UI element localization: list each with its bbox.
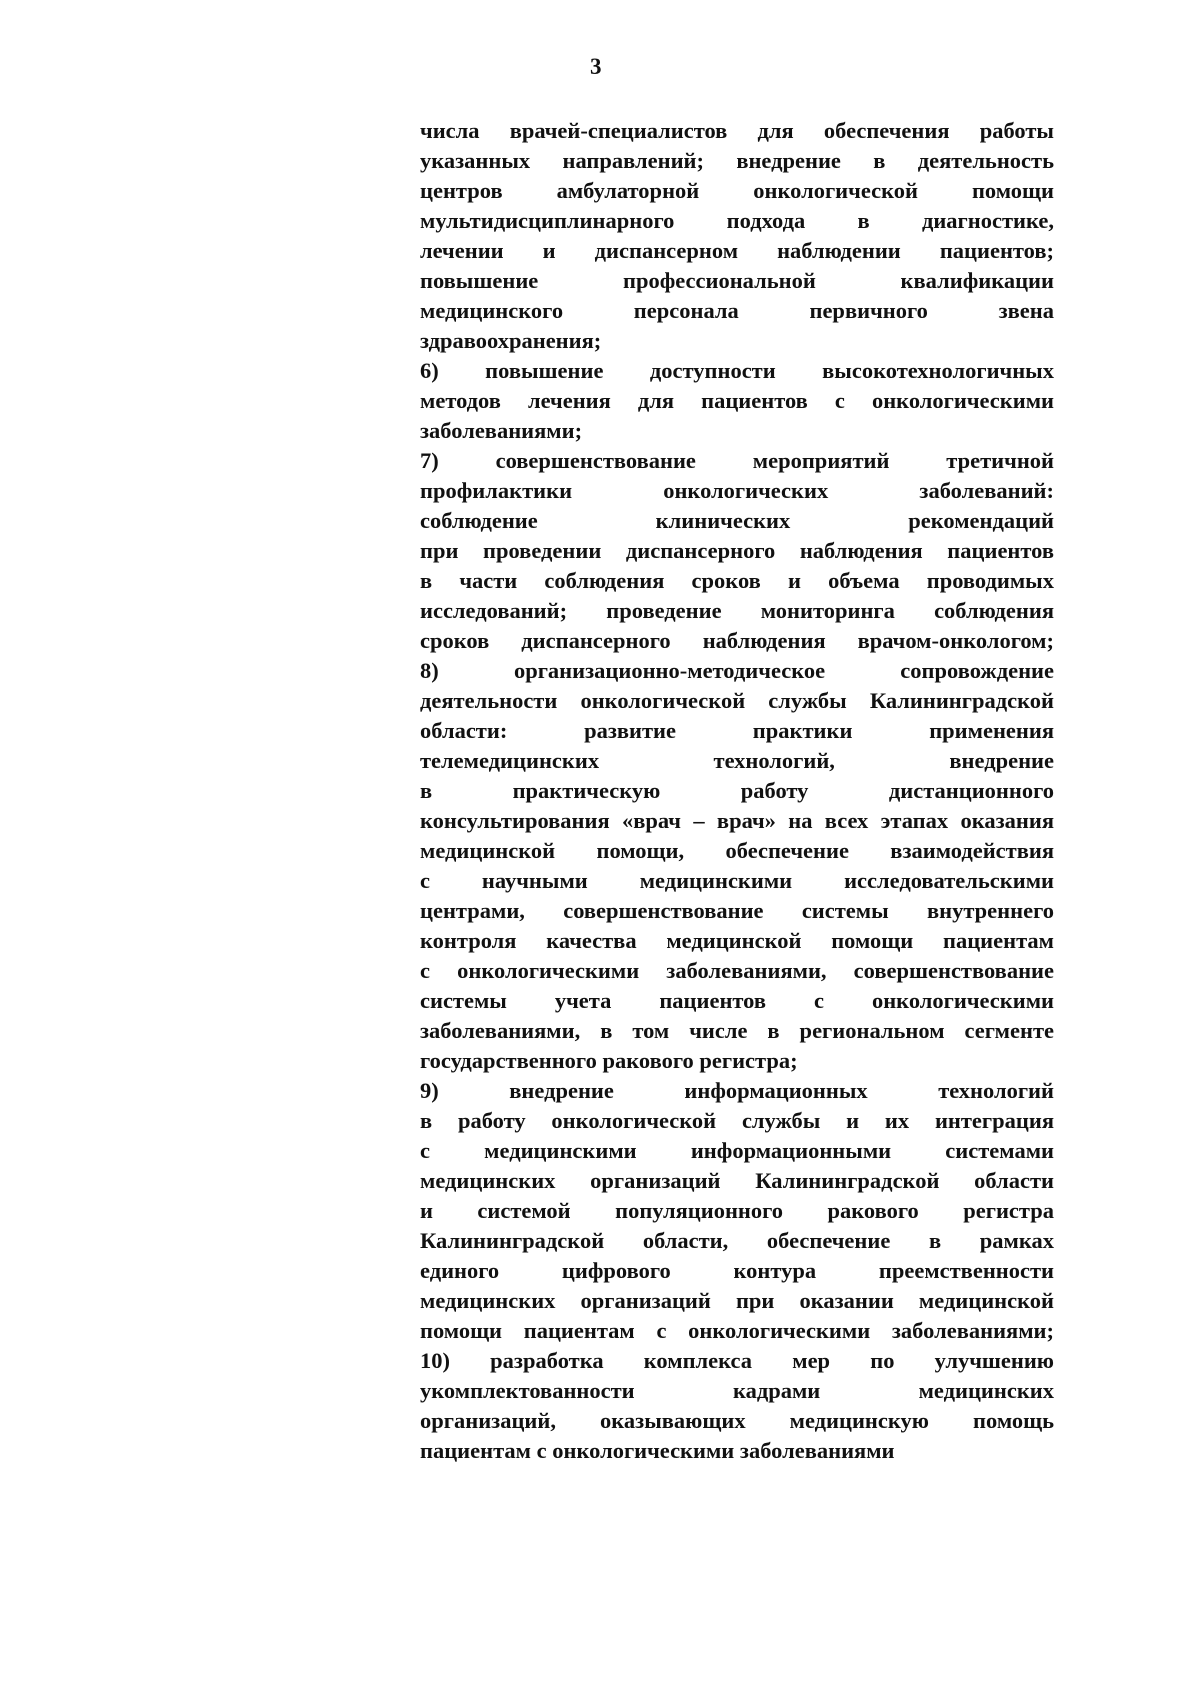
text-line: 8) организационно-методическое сопровождение xyxy=(420,658,1054,683)
text-line: Калининградской области, обеспечение в рамках xyxy=(420,1228,1054,1253)
text-line: профилактики онкологических заболеваний: xyxy=(420,478,1054,503)
text-line: в работу онкологической службы и их интеграция xyxy=(420,1108,1054,1133)
text-line: государственного ракового регистра; xyxy=(420,1048,798,1073)
text-line: медицинской помощи, обеспечение взаимодействия xyxy=(420,838,1054,863)
text-line: сроков диспансерного наблюдения врачом-онкологом; xyxy=(420,628,1054,653)
text-line: соблюдение клинических рекомендаций xyxy=(420,508,1054,533)
text-line: при проведении диспансерного наблюдения пациентов xyxy=(420,538,1054,563)
text-line: медицинских организаций Калининградской области xyxy=(420,1168,1054,1193)
text-line: помощи пациентам с онкологическими заболеваниями; xyxy=(420,1318,1054,1343)
text-line: медицинского персонала первичного звена xyxy=(420,298,1054,323)
text-line: мультидисциплинарного подхода в диагностике, xyxy=(420,208,1054,233)
text-line: системы учета пациентов с онкологическими xyxy=(420,988,1054,1013)
text-line: лечении и диспансерном наблюдении пациентов; xyxy=(420,238,1054,263)
text-line: указанных направлений; внедрение в деятельность xyxy=(420,148,1054,173)
text-line: 9) внедрение информационных технологий xyxy=(420,1078,1054,1103)
text-line: с медицинскими информационными системами xyxy=(420,1138,1054,1163)
text-line: и системой популяционного ракового регистра xyxy=(420,1198,1054,1223)
text-line: с онкологическими заболеваниями, совершенствование xyxy=(420,958,1054,983)
text-line: заболеваниями; xyxy=(420,418,583,443)
text-line: с научными медицинскими исследовательскими xyxy=(420,868,1054,893)
text-line: заболеваниями, в том числе в региональном сегменте xyxy=(420,1018,1054,1043)
text-line: повышение профессиональной квалификации xyxy=(420,268,1054,293)
text-line: пациентам с онкологическими заболеваниями xyxy=(420,1438,895,1463)
text-line: центров амбулаторной онкологической помощи xyxy=(420,178,1054,203)
text-line: укомплектованности кадрами медицинских xyxy=(420,1378,1054,1403)
text-line: медицинских организаций при оказании медицинской xyxy=(420,1288,1054,1313)
text-line: 6) повышение доступности высокотехнологичных xyxy=(420,358,1054,383)
text-line: числа врачей-специалистов для обеспечения работы xyxy=(420,118,1054,143)
text-line: единого цифрового контура преемственности xyxy=(420,1258,1054,1283)
text-line: исследований; проведение мониторинга соблюдения xyxy=(420,598,1054,623)
page-number: 3 xyxy=(590,54,602,79)
text-line: контроля качества медицинской помощи пациентам xyxy=(420,928,1054,953)
text-line: телемедицинских технологий, внедрение xyxy=(420,748,1054,773)
text-line: деятельности онкологической службы Калининградской xyxy=(420,688,1054,713)
body-text xyxy=(420,116,1054,1466)
text-line: 7) совершенствование мероприятий третичной xyxy=(420,448,1054,473)
text-line: консультирования «врач – врач» на всех этапах оказания xyxy=(420,808,1054,833)
text-line: организаций, оказывающих медицинскую помощь xyxy=(420,1408,1054,1433)
text-line: области: развитие практики применения xyxy=(420,718,1054,743)
text-line: центрами, совершенствование системы внутреннего xyxy=(420,898,1054,923)
text-line: методов лечения для пациентов с онкологическими xyxy=(420,388,1054,413)
text-line: в части соблюдения сроков и объема проводимых xyxy=(420,568,1054,593)
text-line: здравоохранения; xyxy=(420,328,602,353)
text-line: 10) разработка комплекса мер по улучшению xyxy=(420,1348,1054,1373)
text-line: в практическую работу дистанционного xyxy=(420,778,1054,803)
